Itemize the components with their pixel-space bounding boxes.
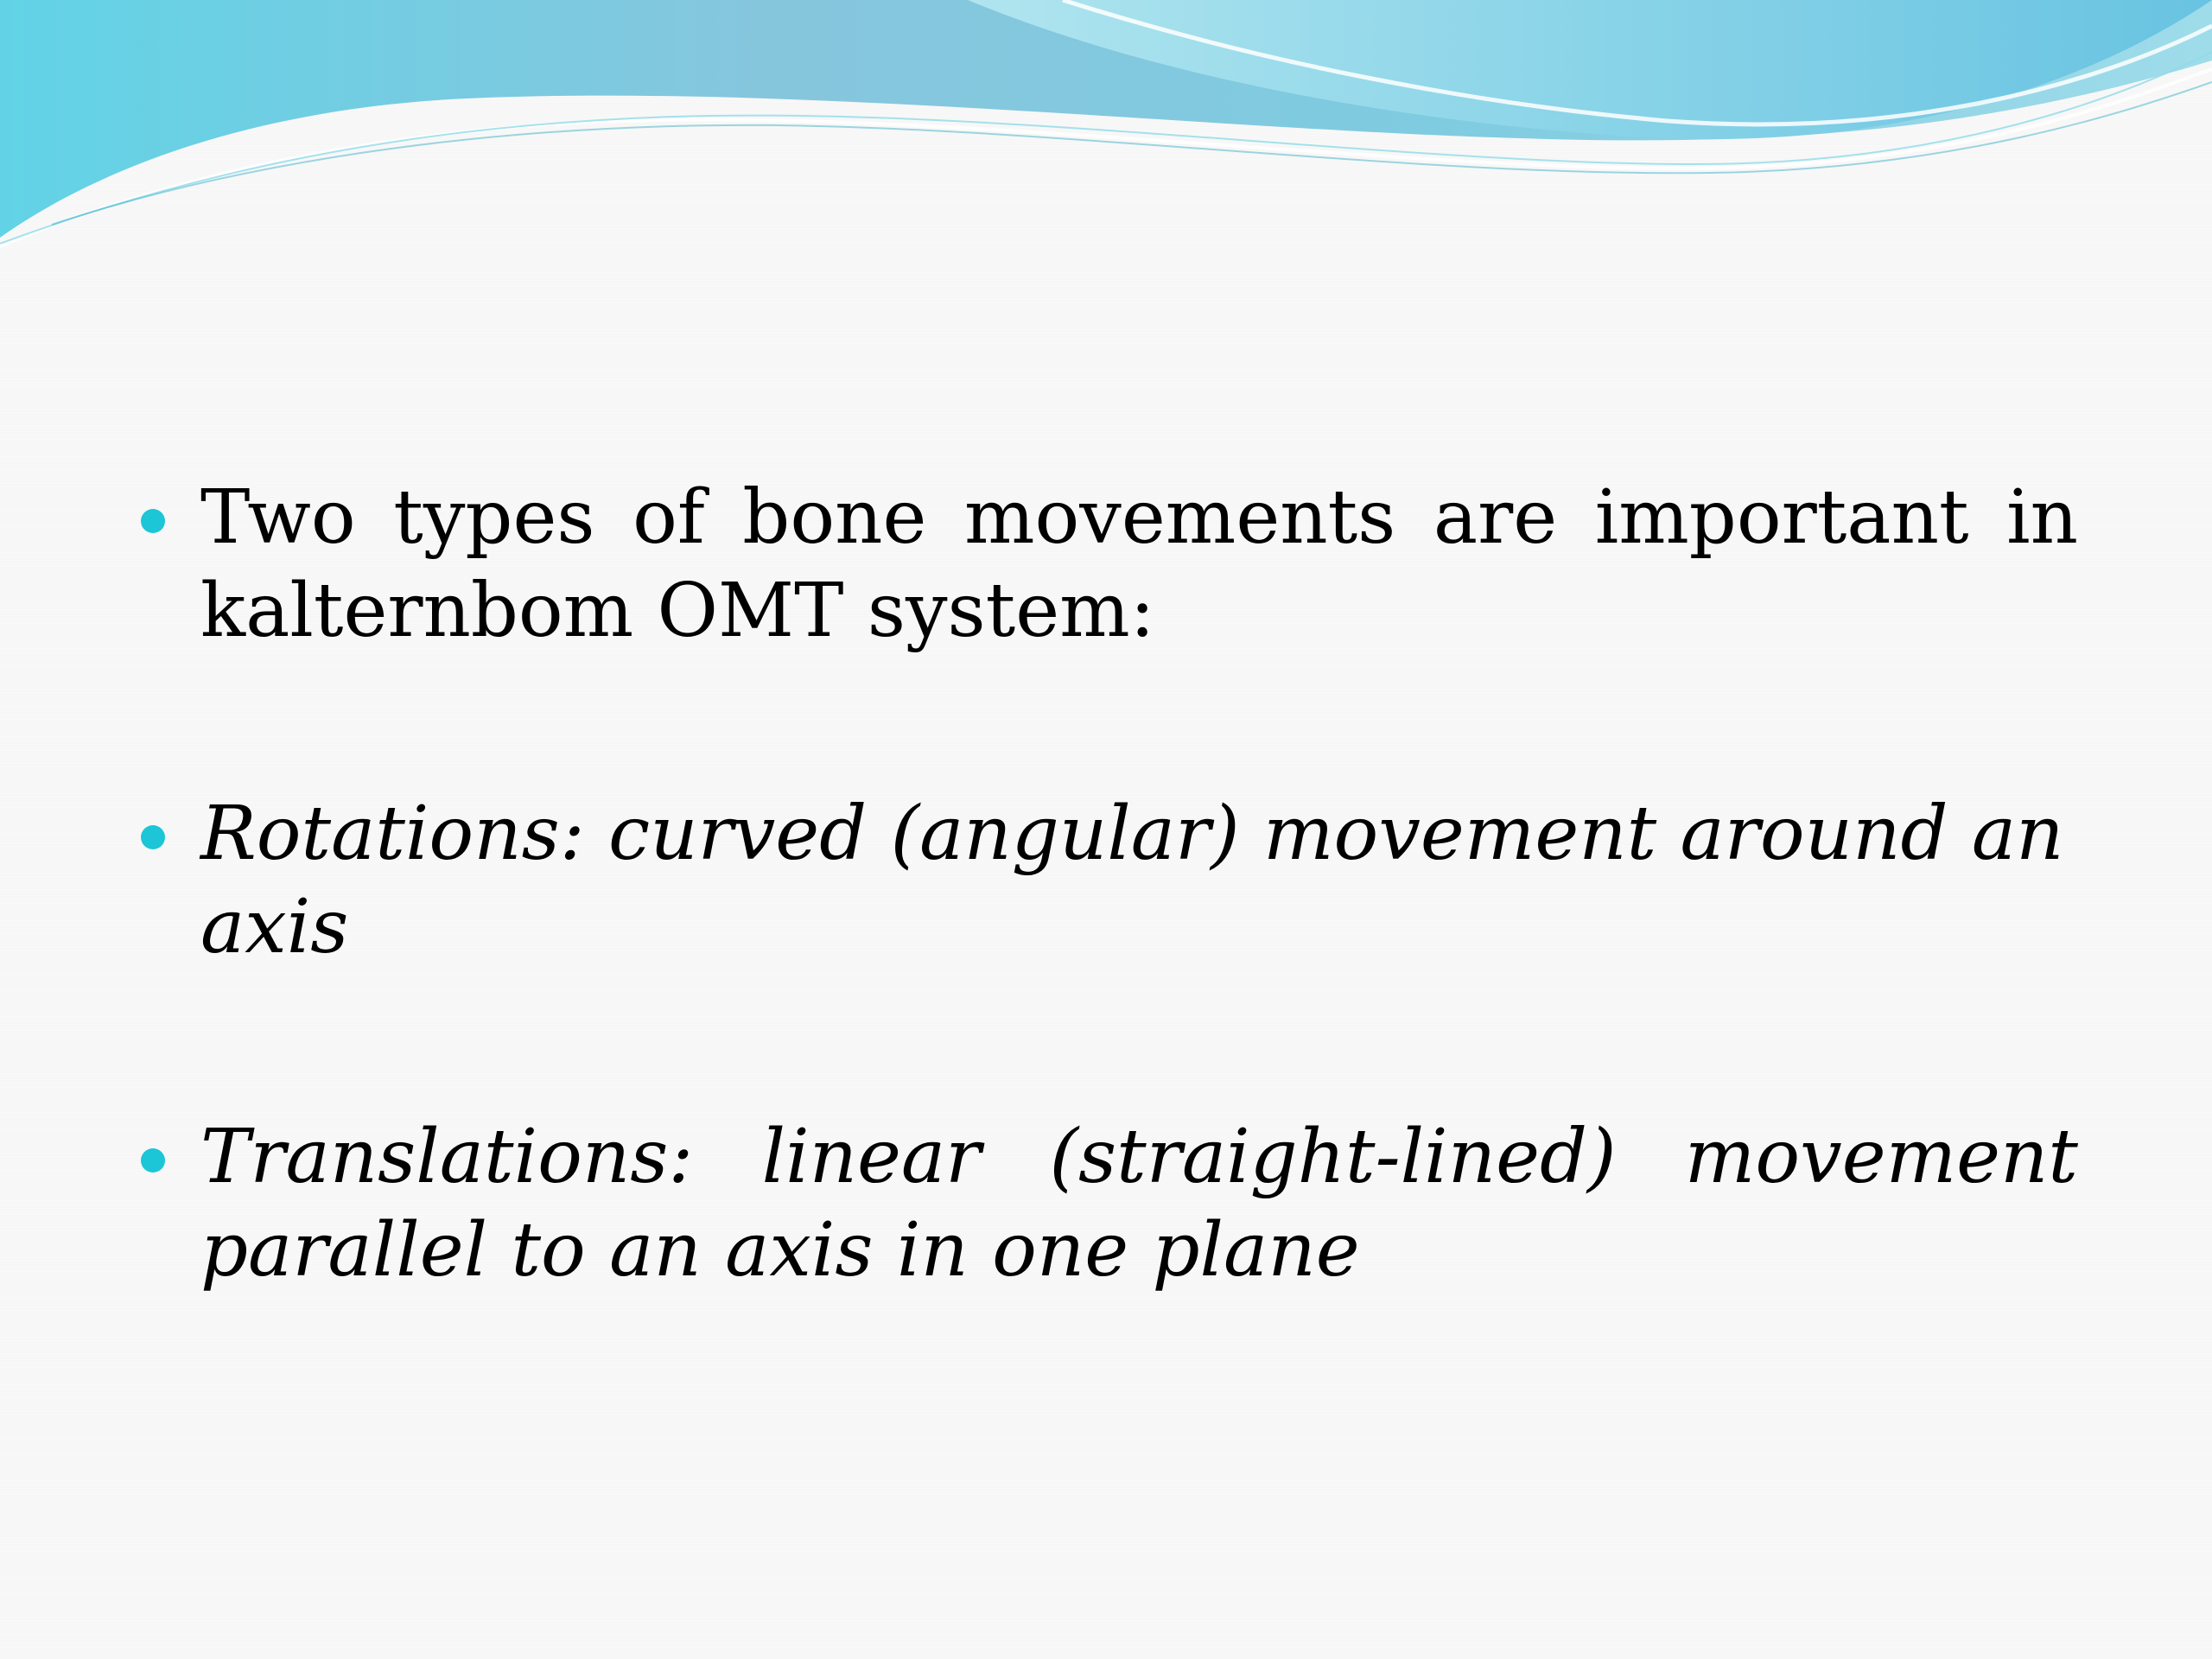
round-bullet-icon bbox=[141, 509, 165, 533]
wave-header-decoration bbox=[0, 0, 2212, 259]
bullet-item bbox=[138, 1110, 2078, 1297]
bullet-text: Two types of bone movements are important in kalternbom OMT system: bbox=[200, 474, 2078, 654]
bullet-item bbox=[138, 471, 2078, 658]
bullet-text: Translations: linear (straight-lined) movement parallel to an axis in one plane bbox=[200, 1114, 2078, 1294]
round-bullet-icon bbox=[141, 825, 165, 849]
round-bullet-icon bbox=[141, 1148, 165, 1173]
bullet-list bbox=[138, 471, 2078, 1297]
bullet-item bbox=[138, 787, 2078, 974]
bullet-text: Rotations: curved (angular) movement around an axis bbox=[200, 791, 2064, 970]
